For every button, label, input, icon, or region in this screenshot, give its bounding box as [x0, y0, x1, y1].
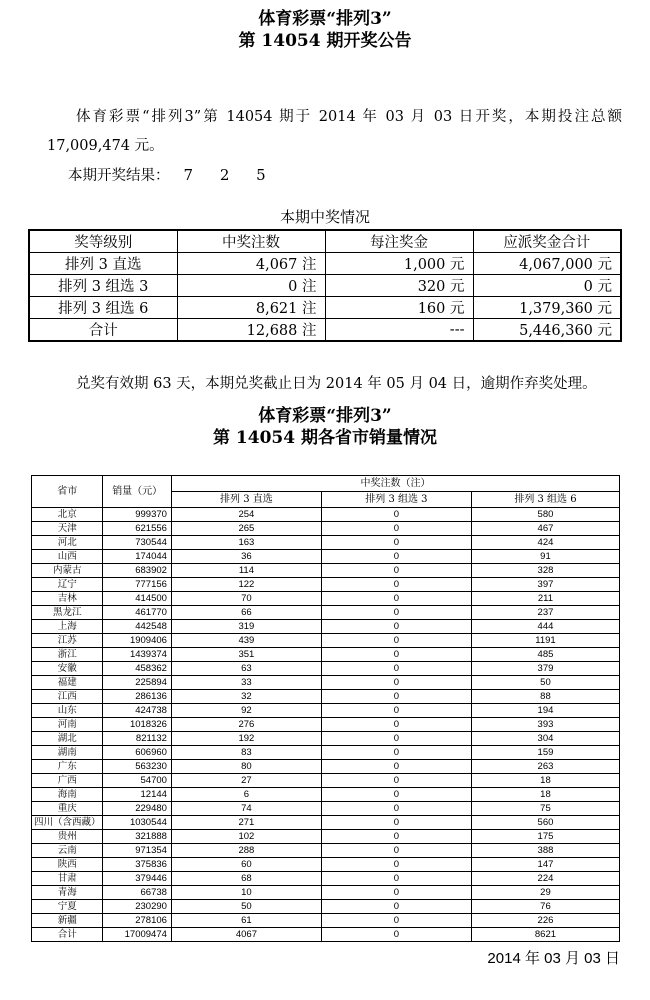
- province-cell: 宁夏: [32, 900, 103, 914]
- province-cell: 山西: [32, 550, 103, 564]
- sales-table-row: [32, 634, 620, 648]
- province-cell: 合计: [32, 928, 103, 942]
- zuxuan3-count-cell: 0: [321, 536, 471, 550]
- sales-amount-cell: 278106: [103, 914, 171, 928]
- province-cell: 湖南: [32, 746, 103, 760]
- zhixuan-count-cell: 4067: [171, 928, 321, 942]
- sales-table-row: [32, 872, 620, 886]
- draw-result-line: [47, 161, 622, 191]
- province-cell: 广东: [32, 760, 103, 774]
- sales-amount-cell: 621556: [103, 522, 171, 536]
- sales-amount-cell: 563230: [103, 760, 171, 774]
- zhixuan-count-cell: 83: [171, 746, 321, 760]
- zuxuan3-count-cell: 0: [321, 816, 471, 830]
- prize-table-header-row: [29, 230, 621, 253]
- zuxuan3-count-cell: 0: [321, 578, 471, 592]
- zuxuan3-count-cell: 0: [321, 844, 471, 858]
- sales-amount-cell: 12144: [103, 788, 171, 802]
- sales-table-body: [32, 508, 620, 942]
- zuxuan3-count-cell: 0: [321, 592, 471, 606]
- zhixuan-count-cell: 102: [171, 830, 321, 844]
- prize-row-zhixuan: [29, 253, 621, 275]
- sales-table-row: [32, 732, 620, 746]
- zuxuan3-count-cell: 0: [321, 676, 471, 690]
- sales-amount-cell: 321888: [103, 830, 171, 844]
- zhixuan-count-cell: 288: [171, 844, 321, 858]
- province-cell: 江西: [32, 690, 103, 704]
- province-cell: 内蒙古: [32, 564, 103, 578]
- zuxuan6-count-cell: 226: [471, 914, 619, 928]
- zuxuan6-count-cell: 304: [471, 732, 619, 746]
- zhixuan-count-cell: 6: [171, 788, 321, 802]
- province-cell: 江苏: [32, 634, 103, 648]
- sales-table-row: [32, 578, 620, 592]
- province-cell: 山东: [32, 704, 103, 718]
- zhixuan-count-cell: 33: [171, 676, 321, 690]
- zuxuan3-count-cell: 0: [321, 760, 471, 774]
- sales-amount-cell: 174044: [103, 550, 171, 564]
- sales-table-row: [32, 536, 620, 550]
- province-cell: 重庆: [32, 802, 103, 816]
- draw-result-numbers: 7 2 5: [183, 166, 277, 184]
- zhixuan-count-cell: 319: [171, 620, 321, 634]
- sales-amount-cell: 414500: [103, 592, 171, 606]
- zhixuan-count-cell: 32: [171, 690, 321, 704]
- sales-subheader-zhixuan: 排列 3 直选: [171, 492, 321, 508]
- zuxuan6-count-cell: 50: [471, 676, 619, 690]
- province-cell: 吉林: [32, 592, 103, 606]
- prize-table-head: [29, 230, 621, 253]
- zuxuan3-count-cell: 0: [321, 732, 471, 746]
- prize-count-cell: 4,067 注: [177, 253, 325, 275]
- zuxuan6-count-cell: 29: [471, 886, 619, 900]
- sales-section-title: [0, 405, 650, 449]
- sales-table-row: [32, 774, 620, 788]
- sales-amount-cell: 225894: [103, 676, 171, 690]
- sales-table-row: [32, 830, 620, 844]
- sales-amount-cell: 286136: [103, 690, 171, 704]
- zhixuan-count-cell: 163: [171, 536, 321, 550]
- zuxuan3-count-cell: 0: [321, 620, 471, 634]
- province-cell: 福建: [32, 676, 103, 690]
- prize-header-amount: 每注奖金: [325, 230, 473, 253]
- province-cell: 河南: [32, 718, 103, 732]
- sales-amount-cell: 229480: [103, 802, 171, 816]
- sales-table-head: [32, 476, 620, 508]
- announcement-date: 2014 年 03 月 03 日: [487, 950, 620, 967]
- province-cell: 安徽: [32, 662, 103, 676]
- zuxuan3-count-cell: 0: [321, 830, 471, 844]
- prize-row-zuxuan6: [29, 297, 621, 319]
- zuxuan6-count-cell: 263: [471, 760, 619, 774]
- zuxuan3-count-cell: 0: [321, 704, 471, 718]
- sales-amount-cell: 17009474: [103, 928, 171, 942]
- province-cell: 湖北: [32, 732, 103, 746]
- province-cell: 陕西: [32, 858, 103, 872]
- sales-amount-cell: 461770: [103, 606, 171, 620]
- zhixuan-count-cell: 50: [171, 900, 321, 914]
- sales-amount-cell: 999370: [103, 508, 171, 522]
- sales-table-row: [32, 816, 620, 830]
- sales-table-row: [32, 844, 620, 858]
- sales-header-sales: 销量（元）: [103, 476, 171, 508]
- sales-title-line1: 体育彩票“排列3”: [258, 406, 392, 426]
- prize-amount-cell: 160 元: [325, 297, 473, 319]
- sales-table-row: [32, 900, 620, 914]
- zuxuan6-count-cell: 175: [471, 830, 619, 844]
- zuxuan6-count-cell: 393: [471, 718, 619, 732]
- prize-level-cell: 排列 3 组选 6: [29, 297, 177, 319]
- sales-table-row: [32, 802, 620, 816]
- zuxuan6-count-cell: 75: [471, 802, 619, 816]
- zuxuan6-count-cell: 1191: [471, 634, 619, 648]
- sales-amount-cell: 442548: [103, 620, 171, 634]
- zuxuan3-count-cell: 0: [321, 718, 471, 732]
- sales-amount-cell: 54700: [103, 774, 171, 788]
- zhixuan-count-cell: 63: [171, 662, 321, 676]
- zhixuan-count-cell: 60: [171, 858, 321, 872]
- zuxuan6-count-cell: 328: [471, 564, 619, 578]
- province-cell: 辽宁: [32, 578, 103, 592]
- sales-table-row: [32, 648, 620, 662]
- zuxuan6-count-cell: 560: [471, 816, 619, 830]
- document-title-line1: 体育彩票“排列3”: [258, 9, 392, 29]
- zuxuan6-count-cell: 147: [471, 858, 619, 872]
- zhixuan-count-cell: 66: [171, 606, 321, 620]
- zuxuan3-count-cell: 0: [321, 564, 471, 578]
- sales-table-row: [32, 788, 620, 802]
- sales-table-row: [32, 508, 620, 522]
- province-cell: 北京: [32, 508, 103, 522]
- zuxuan6-count-cell: 159: [471, 746, 619, 760]
- zuxuan3-count-cell: 0: [321, 872, 471, 886]
- zhixuan-count-cell: 80: [171, 760, 321, 774]
- province-cell: 新疆: [32, 914, 103, 928]
- sales-table-row: [32, 676, 620, 690]
- prize-table: [28, 229, 622, 342]
- prize-total-cell: 1,379,360 元: [473, 297, 621, 319]
- zhixuan-count-cell: 276: [171, 718, 321, 732]
- zuxuan3-count-cell: 0: [321, 802, 471, 816]
- draw-result-label: 本期开奖结果：: [68, 168, 170, 184]
- zuxuan3-count-cell: 0: [321, 886, 471, 900]
- zuxuan6-count-cell: 76: [471, 900, 619, 914]
- sales-header-province: 省市: [32, 476, 103, 508]
- zuxuan3-count-cell: 0: [321, 900, 471, 914]
- sales-table-row: [32, 592, 620, 606]
- province-cell: 浙江: [32, 648, 103, 662]
- zhixuan-count-cell: 351: [171, 648, 321, 662]
- province-cell: 上海: [32, 620, 103, 634]
- zuxuan6-count-cell: 18: [471, 774, 619, 788]
- sales-amount-cell: 66738: [103, 886, 171, 900]
- sales-amount-cell: 1439374: [103, 648, 171, 662]
- zuxuan6-count-cell: 424: [471, 536, 619, 550]
- sales-total-row: [32, 928, 620, 942]
- zuxuan3-count-cell: 0: [321, 858, 471, 872]
- zhixuan-count-cell: 92: [171, 704, 321, 718]
- zhixuan-count-cell: 68: [171, 872, 321, 886]
- sales-table-row: [32, 564, 620, 578]
- prize-table-body: [29, 253, 621, 342]
- sales-table-row: [32, 620, 620, 634]
- prize-header-level: 奖等级别: [29, 230, 177, 253]
- sales-amount-cell: 821132: [103, 732, 171, 746]
- zhixuan-count-cell: 27: [171, 774, 321, 788]
- zhixuan-count-cell: 10: [171, 886, 321, 900]
- sales-title-line2: 第 14054 期各省市销量情况: [213, 428, 437, 448]
- prize-table-title: 本期中奖情况: [279, 208, 370, 226]
- prize-count-cell: 8,621 注: [177, 297, 325, 319]
- province-cell: 广西: [32, 774, 103, 788]
- zuxuan6-count-cell: 379: [471, 662, 619, 676]
- sales-table-row: [32, 550, 620, 564]
- zuxuan3-count-cell: 0: [321, 662, 471, 676]
- sales-amount-cell: 606960: [103, 746, 171, 760]
- sales-subheader-zuxuan3: 排列 3 组选 3: [321, 492, 471, 508]
- document-title: [0, 0, 650, 52]
- sales-amount-cell: 1018326: [103, 718, 171, 732]
- sales-amount-cell: 375836: [103, 858, 171, 872]
- province-cell: 海南: [32, 788, 103, 802]
- zuxuan6-count-cell: 388: [471, 844, 619, 858]
- zuxuan3-count-cell: 0: [321, 508, 471, 522]
- prize-level-cell: 排列 3 组选 3: [29, 275, 177, 297]
- sales-table-row: [32, 522, 620, 536]
- redeem-notice-paragraph: 兑奖有效期 63 天，本期兑奖截止日为 2014 年 05 月 04 日，逾期作弃奖处理。: [76, 376, 597, 392]
- prize-level-cell: 排列 3 直选: [29, 253, 177, 275]
- prize-count-cell: 12,688 注: [177, 319, 325, 342]
- province-cell: 黑龙江: [32, 606, 103, 620]
- zuxuan3-count-cell: 0: [321, 522, 471, 536]
- prize-total-cell: 5,446,360 元: [473, 319, 621, 342]
- sales-amount-cell: 458362: [103, 662, 171, 676]
- sales-table-row: [32, 858, 620, 872]
- sales-amount-cell: 424738: [103, 704, 171, 718]
- sales-table-row: [32, 606, 620, 620]
- province-cell: 四川（含西藏）: [32, 816, 103, 830]
- zuxuan6-count-cell: 88: [471, 690, 619, 704]
- zuxuan3-count-cell: 0: [321, 634, 471, 648]
- prize-row-zuxuan3: [29, 275, 621, 297]
- zuxuan3-count-cell: 0: [321, 550, 471, 564]
- province-cell: 云南: [32, 844, 103, 858]
- zhixuan-count-cell: 114: [171, 564, 321, 578]
- zhixuan-count-cell: 271: [171, 816, 321, 830]
- sales-amount-cell: 230290: [103, 900, 171, 914]
- sales-amount-cell: 683902: [103, 564, 171, 578]
- prize-amount-cell: ---: [325, 319, 473, 342]
- zhixuan-count-cell: 61: [171, 914, 321, 928]
- zhixuan-count-cell: 36: [171, 550, 321, 564]
- sales-amount-cell: 777156: [103, 578, 171, 592]
- province-cell: 青海: [32, 886, 103, 900]
- zhixuan-count-cell: 70: [171, 592, 321, 606]
- zuxuan6-count-cell: 444: [471, 620, 619, 634]
- zhixuan-count-cell: 74: [171, 802, 321, 816]
- zuxuan3-count-cell: 0: [321, 774, 471, 788]
- zhixuan-count-cell: 265: [171, 522, 321, 536]
- sales-amount-cell: 379446: [103, 872, 171, 886]
- zhixuan-count-cell: 439: [171, 634, 321, 648]
- prize-amount-cell: 320 元: [325, 275, 473, 297]
- zuxuan6-count-cell: 237: [471, 606, 619, 620]
- sales-table-row: [32, 914, 620, 928]
- sales-table-row: [32, 690, 620, 704]
- sales-table-row: [32, 746, 620, 760]
- zuxuan3-count-cell: 0: [321, 648, 471, 662]
- zuxuan6-count-cell: 8621: [471, 928, 619, 942]
- zhixuan-count-cell: 122: [171, 578, 321, 592]
- sales-table-row: [32, 760, 620, 774]
- zuxuan6-count-cell: 18: [471, 788, 619, 802]
- zuxuan3-count-cell: 0: [321, 788, 471, 802]
- sales-table-row: [32, 718, 620, 732]
- prize-header-total: 应派奖金合计: [473, 230, 621, 253]
- zuxuan3-count-cell: 0: [321, 914, 471, 928]
- sales-amount-cell: 1909406: [103, 634, 171, 648]
- zuxuan6-count-cell: 580: [471, 508, 619, 522]
- document-title-line2: 第 14054 期开奖公告: [238, 31, 412, 51]
- sales-table: [31, 475, 620, 942]
- prize-row-total: [29, 319, 621, 342]
- province-cell: 甘肃: [32, 872, 103, 886]
- sales-amount-cell: 730544: [103, 536, 171, 550]
- sales-header-win-group: 中奖注数（注）: [171, 476, 619, 492]
- province-cell: 河北: [32, 536, 103, 550]
- zuxuan6-count-cell: 397: [471, 578, 619, 592]
- province-cell: 贵州: [32, 830, 103, 844]
- zuxuan6-count-cell: 194: [471, 704, 619, 718]
- sales-table-row: [32, 704, 620, 718]
- zuxuan3-count-cell: 0: [321, 928, 471, 942]
- sales-subheader-zuxuan6: 排列 3 组选 6: [471, 492, 619, 508]
- sales-amount-cell: 971354: [103, 844, 171, 858]
- zuxuan3-count-cell: 0: [321, 690, 471, 704]
- intro-paragraph: 体育彩票“排列3”第 14054 期于 2014 年 03 月 03 日开奖，本期投注总额 17,009,474 元。: [47, 109, 622, 154]
- zuxuan6-count-cell: 485: [471, 648, 619, 662]
- prize-header-count: 中奖注数: [177, 230, 325, 253]
- zuxuan3-count-cell: 0: [321, 606, 471, 620]
- prize-total-cell: 4,067,000 元: [473, 253, 621, 275]
- prize-amount-cell: 1,000 元: [325, 253, 473, 275]
- sales-table-row: [32, 662, 620, 676]
- sales-table-row: [32, 886, 620, 900]
- sales-amount-cell: 1030544: [103, 816, 171, 830]
- sales-header-row-1: [32, 476, 620, 492]
- prize-level-cell: 合计: [29, 319, 177, 342]
- zuxuan3-count-cell: 0: [321, 746, 471, 760]
- zuxuan6-count-cell: 91: [471, 550, 619, 564]
- zuxuan6-count-cell: 211: [471, 592, 619, 606]
- zhixuan-count-cell: 192: [171, 732, 321, 746]
- zuxuan6-count-cell: 467: [471, 522, 619, 536]
- prize-total-cell: 0 元: [473, 275, 621, 297]
- province-cell: 天津: [32, 522, 103, 536]
- zhixuan-count-cell: 254: [171, 508, 321, 522]
- prize-count-cell: 0 注: [177, 275, 325, 297]
- zuxuan6-count-cell: 224: [471, 872, 619, 886]
